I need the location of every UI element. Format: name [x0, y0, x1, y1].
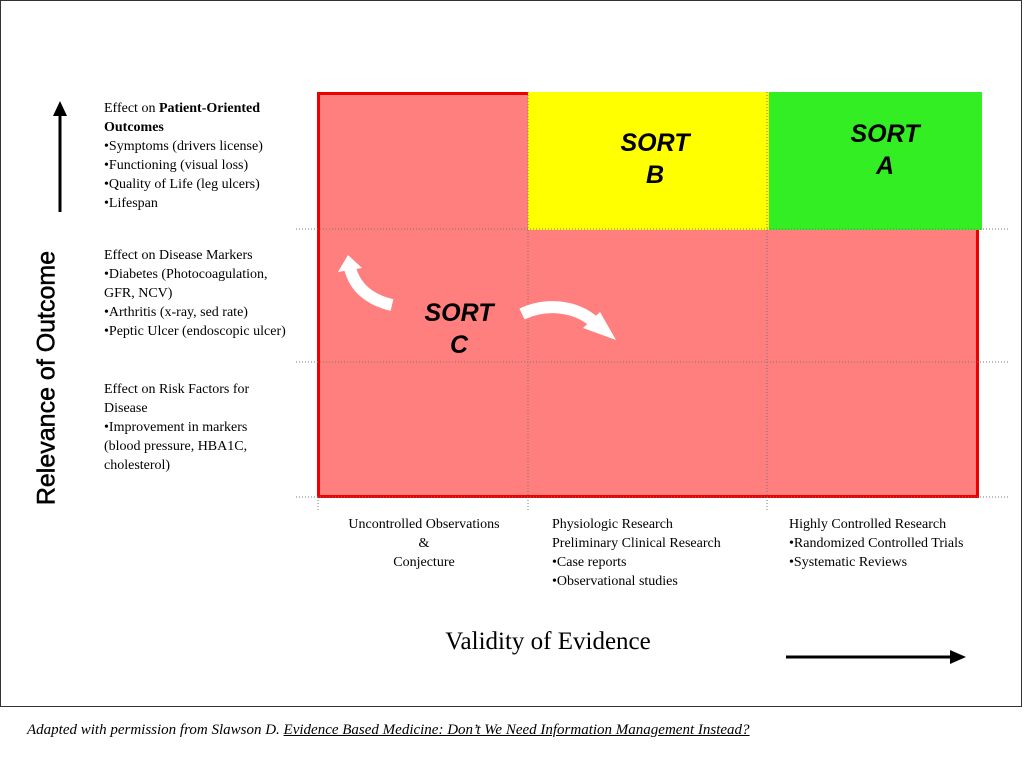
curved-arrow-right-icon	[522, 307, 616, 340]
y-axis-arrow	[53, 101, 67, 212]
col-highly-controlled: Highly Controlled Research •Randomized Controlled Trials •Systematic Reviews	[789, 517, 964, 570]
row-heading: Effect on Disease Markers	[104, 248, 253, 263]
x-axis-label: Validity of Evidence	[445, 628, 651, 655]
row-heading: Effect on Risk Factors for Disease	[104, 382, 250, 416]
sort-c-label: SORT C	[424, 299, 494, 359]
row-item: •Arthritis (x-ray, sed rate)	[104, 305, 248, 320]
row-item: •Quality of Life (leg ulcers)	[104, 177, 260, 192]
citation-title: Evidence Based Medicine: Don’t We Need Information Management Instead?	[283, 722, 750, 738]
row-item: •Improvement in markers (blood pressure, HBA1C, cholesterol)	[104, 420, 248, 473]
col-uncontrolled: Uncontrolled Observations & Conjecture	[348, 517, 500, 570]
row-item: •Symptoms (drivers license)	[104, 139, 263, 154]
sort-a-label: SORT A	[850, 120, 920, 180]
col-physiologic: Physiologic Research Preliminary Clinical Research •Case reports •Observational studies	[552, 517, 721, 589]
sort-b-label: SORT B	[620, 129, 690, 189]
row-heading: Effect on Patient-Oriented Outcomes	[104, 101, 261, 135]
x-axis-arrow	[786, 650, 966, 664]
row-item: •Functioning (visual loss)	[104, 158, 249, 173]
curved-arrow-up-icon	[338, 255, 392, 305]
row-item: •Peptic Ulcer (endoscopic ulcer)	[104, 324, 286, 339]
citation-caption: Adapted with permission from Slawson D. Evidence Based Medicine: Don’t We Need Information Management Instead?	[27, 722, 750, 738]
y-axis-label: Relevance of Outcome	[32, 250, 61, 506]
row-item: •Diabetes (Photocoagulation, GFR, NCV)	[104, 267, 268, 301]
row-item: •Lifespan	[104, 196, 158, 211]
